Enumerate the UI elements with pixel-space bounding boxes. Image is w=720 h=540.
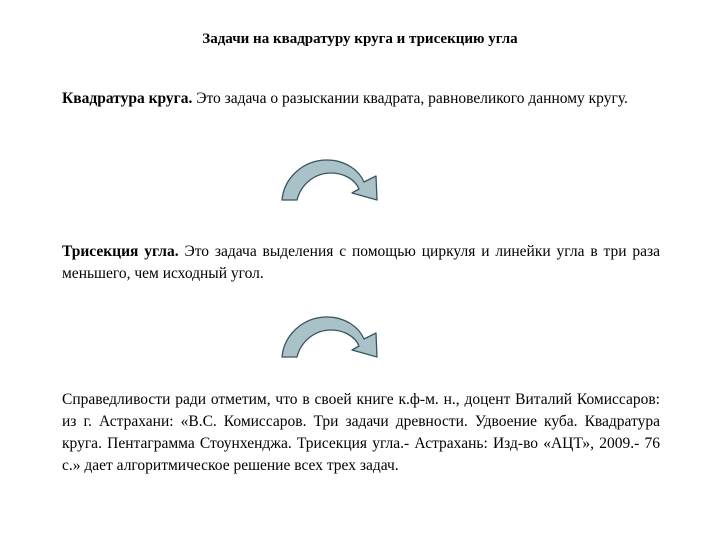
definition-quadrature: Это задача о разыскании квадрата, равновеликого данному кругу. (192, 90, 628, 107)
reference-text: Справедливости ради отметим, что в своей книге к.ф-м. н., доцент Виталий Комиссаров: из г. Астрахани: «В.С. Комиссаров. Три задачи древности. Удвоение куба. Квадратура круга. Пентаграмма Стоунхенджа. Трисекция угла.- Астрахань: Изд-во «АЦТ», 2009.- 76 с.» дает алгоритмическое решение всех трех задач. (62, 391, 660, 474)
paragraph-reference (62, 389, 660, 477)
curved-right-arrow-icon (279, 313, 389, 359)
curved-right-arrow-icon (279, 156, 389, 202)
definition-trisection: Это задача выделения с помощью циркуля и линейки угла в три раза меньшего, чем исходный угол. (62, 243, 660, 282)
term-quadrature: Квадратура круга. (62, 90, 193, 107)
paragraph-trisection (62, 241, 660, 285)
term-trisection: Трисекция угла. (62, 243, 179, 260)
paragraph-quadrature (62, 88, 660, 110)
page-title: Задачи на квадратуру круга и трисекцию угла (202, 31, 518, 47)
